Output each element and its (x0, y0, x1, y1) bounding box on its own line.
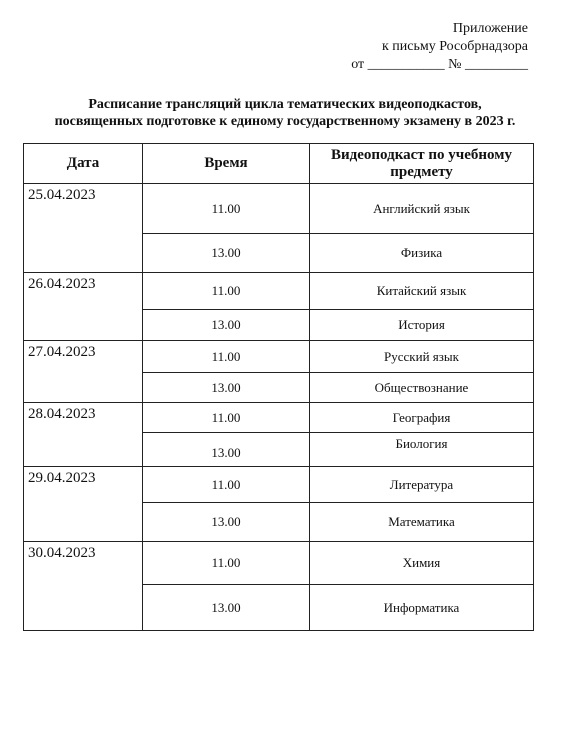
date-cell: 27.04.2023 (24, 341, 143, 403)
subject-cell: География (310, 403, 534, 433)
schedule-table (23, 143, 534, 631)
header-date: Дата (24, 144, 143, 184)
subject-cell: Китайский язык (310, 273, 534, 310)
time-cell: 11.00 (143, 341, 310, 373)
table-row (24, 542, 534, 585)
table-row (24, 341, 534, 373)
subject-cell: Русский язык (310, 341, 534, 373)
time-cell: 11.00 (143, 273, 310, 310)
table-row (24, 184, 534, 234)
subject-cell: Информатика (310, 585, 534, 631)
document-title (0, 96, 570, 130)
date-cell: 25.04.2023 (24, 184, 143, 273)
time-cell: 13.00 (143, 433, 310, 467)
annex-letter-ref: к письму Рособрнадзора (381, 39, 528, 54)
header-subject: Видеоподкаст по учебному предмету (310, 144, 534, 184)
time-cell: 11.00 (143, 467, 310, 503)
subject-cell: Физика (310, 234, 534, 273)
subject-cell: Английский язык (310, 184, 534, 234)
time-cell: 13.00 (143, 503, 310, 542)
subject-cell: Химия (310, 542, 534, 585)
annex-note (351, 20, 528, 74)
table-row (24, 467, 534, 503)
time-cell: 13.00 (143, 310, 310, 341)
document-title-line-1: Расписание трансляций цикла тематических видеоподкастов, (88, 97, 482, 112)
subject-cell: Обществознание (310, 373, 534, 403)
date-cell: 30.04.2023 (24, 542, 143, 631)
time-cell: 13.00 (143, 373, 310, 403)
time-cell: 13.00 (143, 585, 310, 631)
time-cell: 11.00 (143, 542, 310, 585)
date-cell: 29.04.2023 (24, 467, 143, 542)
table-header-row (24, 144, 534, 184)
document-title-line-2: посвященных подготовке к единому государственному экзамену в 2023 г. (54, 114, 516, 129)
header-time: Время (143, 144, 310, 184)
subject-cell: Литература (310, 467, 534, 503)
table-row (24, 403, 534, 433)
time-cell: 11.00 (143, 403, 310, 433)
date-cell: 28.04.2023 (24, 403, 143, 467)
time-cell: 11.00 (143, 184, 310, 234)
subject-cell: Биология (310, 433, 534, 467)
time-cell: 13.00 (143, 234, 310, 273)
annex-title: Приложение (452, 21, 528, 36)
annex-date-number: от ___________ № _________ (351, 57, 528, 72)
date-cell: 26.04.2023 (24, 273, 143, 341)
table-row (24, 273, 534, 310)
subject-cell: Математика (310, 503, 534, 542)
subject-cell: История (310, 310, 534, 341)
